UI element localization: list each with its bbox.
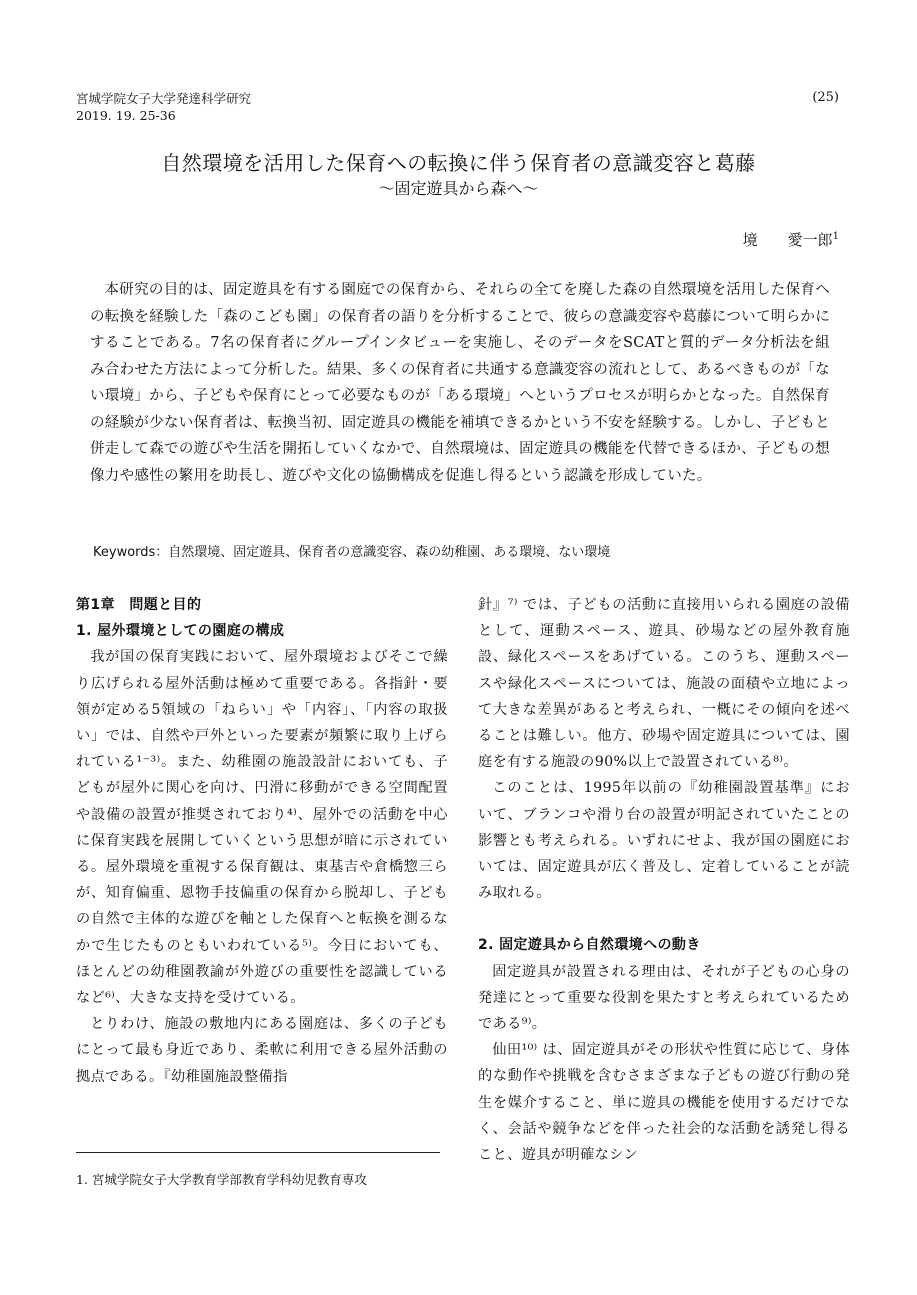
- section-gap: [478, 906, 850, 932]
- author: [743, 229, 839, 250]
- article-subtitle: ～固定遊具から森へ～: [378, 179, 539, 198]
- body-paragraph: このことは、1995年以前の『幼稚園設置基準』において、ブランコや滑り台の設置が明記されていたことの影響とも考えられる。いずれにせよ、我が国の園庭においては、固定遊具が広く普及し、定着していることが読み取れる。: [478, 780, 850, 902]
- left-column: [76, 592, 448, 1090]
- author-footnote-mark: 1: [832, 231, 839, 242]
- page-number: (25): [812, 90, 839, 105]
- body-paragraph: 固定遊具が設置される理由は、それが子どもの心身の発達にとって重要な役割を果たすと考えられているためである⁹⁾。: [478, 963, 850, 1033]
- article-title: 自然環境を活用した保育への転換に伴う保育者の意識変容と葛藤: [161, 151, 756, 175]
- right-column: [478, 592, 850, 1168]
- keywords-text: 自然環境、固定遊具、保育者の意識変容、森の幼稚園、ある環境、ない環境: [168, 545, 611, 560]
- body-paragraph: 我が国の保育実践において、屋外環境およびそこで繰り広げられる屋外活動は極めて重要である。各指針・要領が定める5領域の「ねらい」や「内容」、「内容の取扱い」では、自然や戸外といった要素が頻繁に取り上げられている¹⁻³⁾。また、幼稚園の施設設計においても、子どもが屋外に関心を向け、円滑に移動ができる空間配置や設備の設置が推奨されており⁴⁾、屋外での活動を中心に保育実践を展開していくという思想が暗に示されている。屋外環境を重視する保育観は、東基吉や倉橋惣三らが、知育偏重、恩物手技偏重の保育から脱却し、子どもの自然で主体的な遊びを軸とした保育へと転換を測るなかで生じたものともいわれている⁵⁾。今日においても、ほとんどの幼稚園教諭が外遊びの重要性を認識しているなど⁶⁾、大きな支持を受けている。: [76, 649, 448, 1007]
- body-paragraph: とりわけ、施設の敷地内にある園庭は、多くの子どもにとって最も身近であり、柔軟に利用できる屋外活動の拠点である。『幼稚園施設整備指: [76, 1016, 448, 1085]
- body-paragraph: 仙田¹⁰⁾ は、固定遊具がその形状や性質に応じて、身体的な動作や挑戦を含むさまざまな子どもの遊び行動の発生を媒介すること、単に遊具の機能を使用するだけでなく、会話や競争などを伴った社会的な活動を誘発し得ること、遊具が明確なシン: [478, 1042, 850, 1164]
- footnote-divider: [76, 1152, 440, 1153]
- abstract: 本研究の目的は、固定遊具を有する園庭での保育から、それらの全てを廃した森の自然環境を活用した保育への転換を経験した「森のこども園」の保育者の語りを分析することで、彼らの意識変容や葛藤について明らかにすることである。7名の保育者にグループインタビューを実施し、そのデータをSCATと質的データ分析法を組み合わせた方法によって分析した。結果、多くの保育者に共通する意識変容の流れとして、あるべきものが「ない環境」から、子どもや保育にとって必要なものが「ある環境」へというプロセスが明らかとなった。自然保育の経験が少ない保育者は、転換当初、固定遊具の機能を補填できるかという不安を経験する。しかし、子どもと併走して森での遊びや生活を開拓していくなかで、自然環境は、固定遊具の機能を代替できるほか、子どもの想像力や感性の繁用を助長し、遊びや文化の協働構成を促進し得るという認識を形成していた。: [90, 282, 830, 484]
- section-heading-2: 2. 固定遊具から自然環境への動き: [478, 937, 701, 954]
- body-paragraph: 針』⁷⁾ では、子どもの活動に直接用いられる園庭の設備として、運動スペース、遊具、砂場などの屋外教育施設、緑化スペースをあげている。このうち、運動スペースや緑化スペースについては、施設の面積や立地によって大きな差異があると考えられ、一概にその傾向を述べることは難しい。他方、砂場や固定遊具については、園庭を有する施設の90%以上で設置されている⁸⁾。: [478, 597, 850, 771]
- journal-name: 宮城学院女子大学発達科学研究: [76, 91, 252, 106]
- section-heading-1: 1. 屋外環境としての園庭の構成: [76, 623, 285, 640]
- journal-info: [76, 90, 251, 124]
- author-name: 境 愛一郎: [742, 231, 833, 249]
- keywords: [93, 541, 610, 560]
- footnote: 1. 宮城学院女子大学教育学部教育学科幼児教育専攻: [76, 1172, 367, 1187]
- keywords-label: Keywords：: [93, 545, 169, 560]
- journal-volume-pages: 2019. 19. 25-36: [76, 108, 176, 123]
- chapter-heading: 第1章 問題と目的: [76, 597, 202, 613]
